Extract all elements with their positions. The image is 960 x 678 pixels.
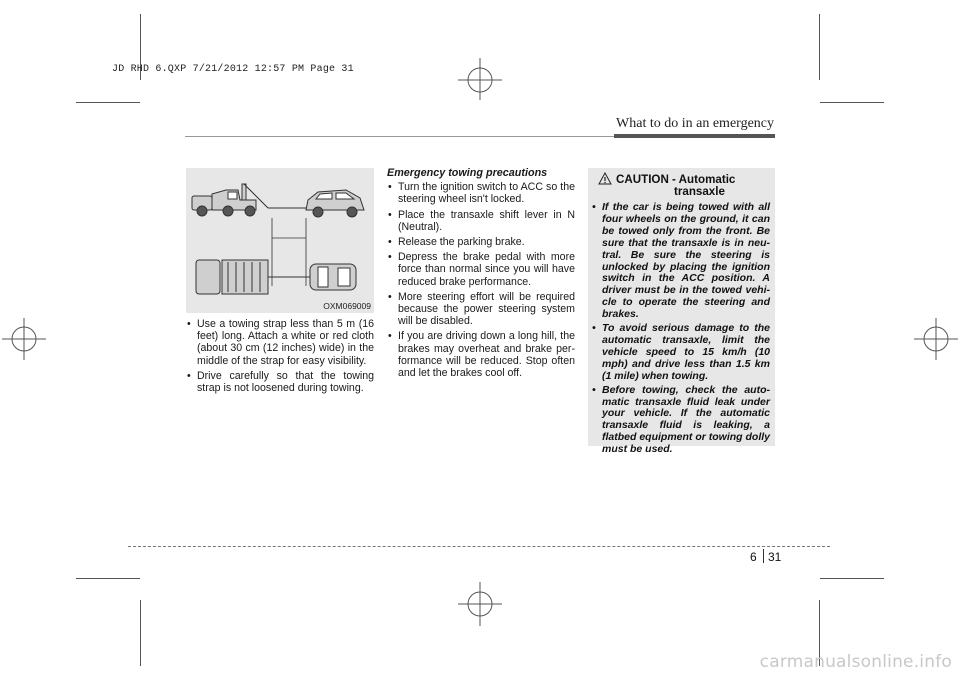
towing-illustration xyxy=(186,168,374,313)
list-item: • Release the parking brake. xyxy=(387,236,575,248)
tow-truck-top-icon xyxy=(196,260,268,294)
list-item: • Use a towing strap less than 5 m (16 feet) long. Attach a white or red cloth (about 30 cm (12 inches) wide) in the middle of the strap for easy visibility. xyxy=(186,318,374,367)
warning-triangle-icon xyxy=(598,172,612,185)
caution-title-line2: transaxle xyxy=(674,185,725,198)
tow-truck-side-icon xyxy=(192,184,268,216)
list-item: • Depress the brake pedal with more force than normal since you will have reduced brake performance. xyxy=(387,251,575,288)
tow-truck-diagram-icon xyxy=(186,168,374,313)
list-item: • If the car is being towed with all four wheels on the ground, it can be towed only from the front. Be sure that the transaxle is in neu-tral. Be sure the steering is unlocked by placing the ignition switch in the ACC position. A driver must be in the towed vehi-cle to operate the steering and brakes. xyxy=(592,202,770,321)
list-item: • If you are driving down a long hill, the brakes may overheat and brake per-formance will be reduced. Stop often and let the brakes cool off. xyxy=(387,330,575,379)
suv-top-icon xyxy=(310,264,356,290)
list-item: • To avoid serious damage to the automatic transaxle, limit the vehicle speed to 15 km/h (10 mph) and drive less than 1.5 km (1 mile) when towing. xyxy=(592,323,770,383)
list-item: • Drive carefully so that the towing strap is not loosened during towing. xyxy=(186,370,374,394)
towing-precautions-title: Emergency towing precautions xyxy=(387,167,548,179)
footer-rule xyxy=(128,546,830,547)
watermark: carmanualsonline.info xyxy=(759,652,952,672)
page-number: 31 xyxy=(768,550,782,564)
print-slug: JD RHD 6.QXP 7/21/2012 12:57 PM Page 31 xyxy=(112,64,354,75)
page-divider xyxy=(763,549,764,563)
chapter-number: 6 xyxy=(750,550,757,564)
header-rule-thin xyxy=(185,136,615,137)
list-item: • Before towing, check the auto-matic transaxle fluid leak under your vehicle. If the automatic transaxle fluid is leaking, a flatbed equipment or towing dolly must be used. xyxy=(592,385,770,456)
figure-code: OXM069009 xyxy=(323,301,371,311)
caution-title-line1: CAUTION - Automatic xyxy=(616,173,736,186)
left-column xyxy=(186,318,374,397)
middle-column xyxy=(387,167,575,382)
list-item: • Turn the ignition switch to ACC so the steering wheel isn't locked. xyxy=(387,181,575,205)
caution-box xyxy=(588,168,775,456)
list-item: • Place the transaxle shift lever in N (Neutral). xyxy=(387,209,575,233)
suv-side-icon xyxy=(306,190,364,217)
header-rule xyxy=(614,134,775,138)
list-item: • More steering effort will be required because the power steering system will be disabled. xyxy=(387,291,575,328)
section-title: What to do in an emergency xyxy=(616,116,774,131)
